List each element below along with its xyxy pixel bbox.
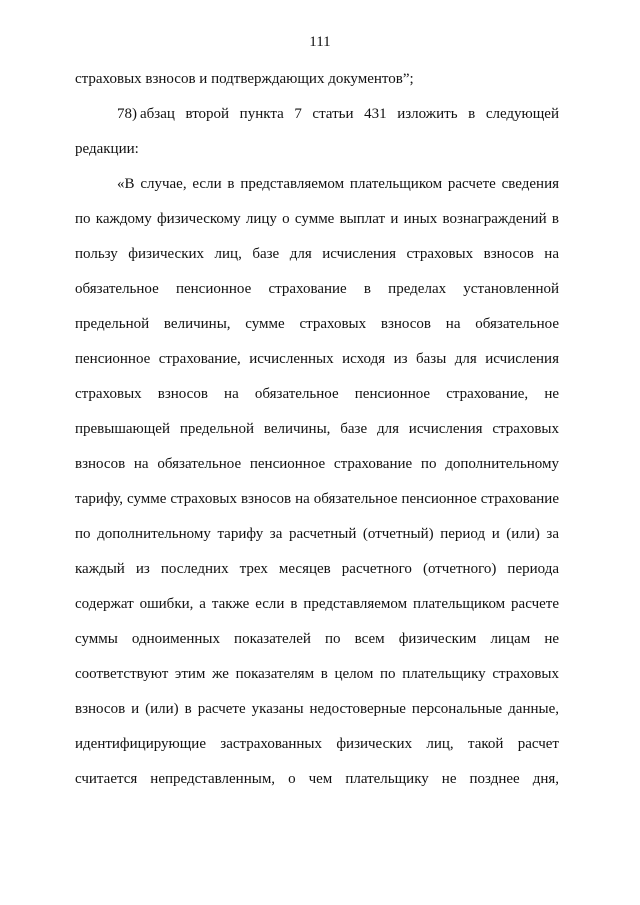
text-line-8: предельной величины, сумме страховых взносов на обязательное — [75, 316, 559, 332]
text-line-5: по каждому физическому лицу о сумме выплат и иных вознаграждений в — [75, 211, 559, 227]
text-line-10: страховых взносов на обязательное пенсионное страхование, не — [75, 386, 559, 402]
text-line-18: соответствуют этим же показателям в целом по плательщику страховых — [75, 666, 559, 682]
text-line-4: «В случае, если в представляемом плательщиком расчете сведения — [117, 176, 559, 192]
text-line-13: тарифу, сумме страховых взносов на обязательное пенсионное страхование — [75, 491, 559, 507]
text-line-19: взносов и (или) в расчете указаны недостоверные персональные данные, — [75, 701, 559, 717]
text-line-20: идентифицирующие застрахованных физических лиц, такой расчет — [75, 736, 559, 752]
text-line-7: обязательное пенсионное страхование в пределах установленной — [75, 281, 559, 297]
text-line-9: пенсионное страхование, исчисленных исходя из базы для исчисления — [75, 351, 559, 367]
text-line-21: считается непредставленным, о чем плательщику не позднее дня, — [75, 771, 559, 787]
text-line-14: по дополнительному тарифу за расчетный (отчетный) период и (или) за — [75, 526, 559, 542]
text-line-6: пользу физических лиц, базе для исчисления страховых взносов на — [75, 246, 559, 262]
text-line-1: страховых взносов и подтверждающих документов”; — [75, 71, 414, 87]
text-line-3: редакции: — [75, 141, 139, 157]
text-line-15: каждый из последних трех месяцев расчетного (отчетного) периода — [75, 561, 559, 577]
text-line-2: 78) абзац второй пункта 7 статьи 431 изложить в следующей — [117, 106, 559, 122]
text-line-16: содержат ошибки, а также если в представляемом плательщиком расчете — [75, 596, 559, 612]
page-number: 111 — [309, 34, 331, 50]
text-line-12: взносов на обязательное пенсионное страхование по дополнительному — [75, 456, 559, 472]
text-line-17: суммы одноименных показателей по всем физическим лицам не — [75, 631, 559, 647]
text-line-11: превышающей предельной величины, базе для исчисления страховых — [75, 421, 559, 437]
